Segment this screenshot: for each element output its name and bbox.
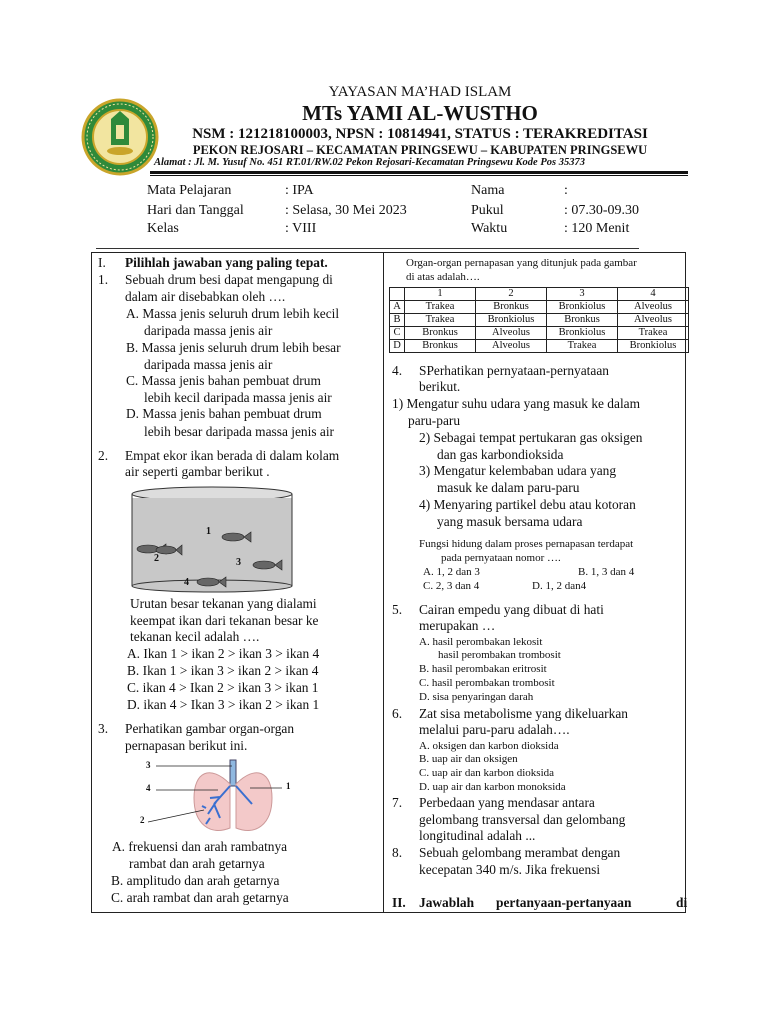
q4-statement-1: 1) Mengatur suhu udara yang masuk ke dalam: [392, 396, 641, 411]
q2-option-b: B. Ikan 1 > ikan 3 > ikan 2 > ikan 4: [127, 663, 319, 678]
q4-option-d: D. 1, 2 dan4: [532, 580, 587, 592]
section-title: Pilihlah jawaban yang paling tepat.: [125, 255, 328, 270]
class-value: : VIII: [285, 221, 317, 236]
school-region: PEKON REJOSARI – KECAMATAN PRINGSEWU – KABUPATEN PRINGSEWU: [192, 143, 648, 157]
q6-stem: Zat sisa metabolisme yang dikeluarkan: [419, 706, 628, 721]
date-label: Hari dan Tanggal: [147, 203, 244, 218]
table-cell: Bronkiolus: [476, 314, 547, 327]
q4-statement-1: paru-paru: [408, 413, 461, 428]
column-divider: [383, 252, 384, 913]
q5-number: 5.: [392, 602, 403, 617]
q2-stem: air seperti gambar berikut .: [125, 464, 270, 479]
q4-statement-2: 2) Sebagai tempat pertukaran gas oksigen: [419, 430, 643, 445]
q8-stem: Sebuah gelombang merambat dengan: [419, 845, 621, 860]
table-row: [390, 327, 689, 340]
table-cell: 2: [476, 288, 547, 301]
table-cell: Bronkiolus: [547, 301, 618, 314]
section-2-title: di: [676, 895, 688, 910]
table-cell: Trakea: [547, 340, 618, 353]
lung-label-2: 2: [140, 815, 145, 825]
lung-label-3: 3: [146, 760, 151, 770]
table-cell: Alveolus: [476, 340, 547, 353]
q3-number: 3.: [98, 721, 109, 736]
subject-value: : IPA: [285, 183, 314, 198]
q1-option-b: B. Massa jenis seluruh drum lebih besar: [126, 340, 341, 355]
lung-label-4: 4: [146, 783, 151, 793]
fish-label-2: 2: [154, 553, 159, 564]
q2-stem: Urutan besar tekanan yang dialami: [130, 596, 317, 611]
q2-stem: Empat ekor ikan berada di dalam kolam: [125, 448, 340, 463]
q3-stem: Perhatikan gambar organ-organ: [125, 721, 295, 736]
table-cell: C: [390, 327, 405, 340]
q5-stem: Cairan empedu yang dibuat di hati: [419, 602, 604, 617]
time-value: : 07.30-09.30: [564, 203, 640, 218]
q7-stem: Perbedaan yang mendasar antara: [419, 795, 595, 810]
q2-number: 2.: [98, 448, 109, 463]
fish-pond-image: [128, 484, 296, 594]
q1-option-c: C. Massa jenis bahan pembuat drum: [126, 373, 321, 388]
section-2-title: Jawablah: [419, 895, 475, 910]
q5-option-a: A. hasil perombakan lekosit: [419, 636, 543, 648]
q6-option-c: C. uap air dan karbon dioksida: [419, 767, 555, 779]
q4-statement-3: masuk ke dalam paru-paru: [437, 480, 580, 495]
table-cell: 4: [618, 288, 689, 301]
table-cell: Alveolus: [476, 327, 547, 340]
school-registration: NSM : 121218100003, NPSN : 10814941, STATUS : TERAKREDITASI: [192, 126, 648, 142]
fish-label-4: 4: [184, 577, 189, 588]
q4-statement-4: yang masuk bersama udara: [437, 514, 583, 529]
q7-stem: longitudinal adalah ...: [419, 828, 536, 843]
name-value: :: [564, 183, 568, 198]
q5-option-c: C. hasil perombakan trombosit: [419, 677, 555, 689]
table-cell: A: [390, 301, 405, 314]
table-row: [390, 314, 689, 327]
table-cell: Bronkus: [405, 327, 476, 340]
table-cell: [390, 288, 405, 301]
q1-option-c: lebih kecil daripada massa jenis air: [144, 390, 332, 405]
lung-label-1: 1: [286, 781, 291, 791]
q5-option-a: hasil perombakan trombosit: [438, 649, 561, 661]
q5-stem: merupakan …: [419, 618, 496, 633]
q1-stem: Sebuah drum besi dapat mengapung di: [125, 272, 333, 287]
table-row: [390, 340, 689, 353]
q2-stem: keempat ikan dari tekanan besar ke: [130, 613, 319, 628]
table-cell: Bronkiolus: [618, 340, 689, 353]
q8-option-c: C. arah rambat dan arah getarnya: [111, 890, 289, 905]
q4-question: Fungsi hidung dalam proses pernapasan terdapat: [419, 538, 634, 550]
q4-statement-2: dan gas karbondioksida: [437, 447, 564, 462]
q8-number: 8.: [392, 845, 403, 860]
table-cell: Alveolus: [618, 314, 689, 327]
school-logo: [80, 97, 160, 177]
q4-statement-3: 3) Mengatur kelembaban udara yang: [419, 463, 617, 478]
q7-number: 7.: [392, 795, 403, 810]
table-row: [390, 301, 689, 314]
q4-option-a: A. 1, 2 dan 3: [423, 566, 480, 578]
duration-label: Waktu: [471, 221, 508, 236]
q8-option-a: A. frekuensi dan arah rambatnya: [112, 839, 288, 854]
q4-statement-4: 4) Menyaring partikel debu atau kotoran: [419, 497, 636, 512]
q4-stem: SPerhatikan pernyataan-pernyataan: [419, 363, 609, 378]
q3-stem: pernapasan berikut ini.: [125, 738, 248, 753]
q4-question: pada pernyataan nomor ….: [441, 552, 561, 564]
class-label: Kelas: [147, 221, 179, 236]
fish-label-1: 1: [206, 526, 211, 537]
lungs-image: [140, 758, 300, 838]
q6-option-b: B. uap air dan oksigen: [419, 753, 518, 765]
section-2-title: pertanyaan-pertanyaan: [496, 895, 632, 910]
q5-option-b: B. hasil perombakan eritrosit: [419, 663, 547, 675]
q3-table-stem: di atas adalah….: [406, 271, 480, 283]
foundation-name: YAYASAN MA’HAD ISLAM: [328, 84, 512, 100]
table-cell: Trakea: [618, 327, 689, 340]
q2-option-c: C. ikan 4 > Ikan 2 > ikan 3 > ikan 1: [127, 680, 319, 695]
table-cell: Bronkiolus: [547, 327, 618, 340]
date-value: : Selasa, 30 Mei 2023: [285, 203, 407, 218]
q3-table-stem: Organ-organ pernapasan yang ditunjuk pada gambar: [406, 257, 637, 269]
section-2-number: II.: [392, 895, 406, 910]
table-cell: Bronkus: [476, 301, 547, 314]
table-cell: Bronkus: [405, 340, 476, 353]
q5-option-d: D. sisa penyaringan darah: [419, 691, 534, 703]
table-cell: D: [390, 340, 405, 353]
table-cell: Trakea: [405, 301, 476, 314]
section-number: I.: [98, 255, 106, 270]
q8-stem: kecepatan 340 m/s. Jika frekuensi: [419, 862, 601, 877]
subject-label: Mata Pelajaran: [147, 183, 232, 198]
q2-option-d: D. ikan 4 > Ikan 3 > ikan 2 > ikan 1: [127, 697, 320, 712]
school-address: Alamat : Jl. M. Yusuf No. 451 RT.01/RW.02 Pekon Rejosari-Kecamatan Pringsewu Kode Pos 35373: [154, 157, 585, 168]
table-cell: Bronkus: [547, 314, 618, 327]
q8-option-a: rambat dan arah getarnya: [129, 856, 265, 871]
q6-option-a: A. oksigen dan karbon dioksida: [419, 740, 559, 752]
q1-option-b: daripada massa jenis air: [144, 357, 273, 372]
q2-option-a: A. Ikan 1 > ikan 2 > ikan 3 > ikan 4: [127, 646, 320, 661]
table-cell: 1: [405, 288, 476, 301]
q4-option-c: C. 2, 3 dan 4: [423, 580, 480, 592]
table-cell: Alveolus: [618, 301, 689, 314]
info-underline: [96, 248, 639, 249]
q4-number: 4.: [392, 363, 403, 378]
header-rule-thin: [150, 175, 688, 176]
q6-number: 6.: [392, 706, 403, 721]
header-rule-thick: [150, 171, 688, 174]
q1-option-d: D. Massa jenis bahan pembuat drum: [126, 406, 322, 421]
school-name: MTs YAMI AL-WUSTHO: [302, 101, 538, 125]
duration-value: : 120 Menit: [564, 221, 630, 236]
q1-option-a: A. Massa jenis seluruh drum lebih kecil: [126, 306, 340, 321]
q1-stem: dalam air disebabkan oleh ….: [125, 289, 286, 304]
q1-option-a: daripada massa jenis air: [144, 323, 273, 338]
name-label: Nama: [471, 183, 505, 198]
q8-option-b: B. amplitudo dan arah getarnya: [111, 873, 280, 888]
organ-answer-table: [389, 287, 689, 353]
q2-stem: tekanan kecil adalah ….: [130, 629, 260, 644]
table-cell: B: [390, 314, 405, 327]
q6-stem: melalui paru-paru adalah….: [419, 722, 570, 737]
fish-label-3: 3: [236, 557, 241, 568]
q7-stem: gelombang transversal dan gelombang: [419, 812, 626, 827]
table-cell: Trakea: [405, 314, 476, 327]
table-cell: 3: [547, 288, 618, 301]
q6-option-d: D. uap air dan karbon monoksida: [419, 781, 566, 793]
time-label: Pukul: [471, 203, 504, 218]
q4-stem: berikut.: [419, 379, 461, 394]
table-row: [390, 288, 689, 301]
q1-number: 1.: [98, 272, 109, 287]
q4-option-b: B. 1, 3 dan 4: [578, 566, 635, 578]
q1-option-d: lebih besar daripada massa jenis air: [144, 424, 334, 439]
